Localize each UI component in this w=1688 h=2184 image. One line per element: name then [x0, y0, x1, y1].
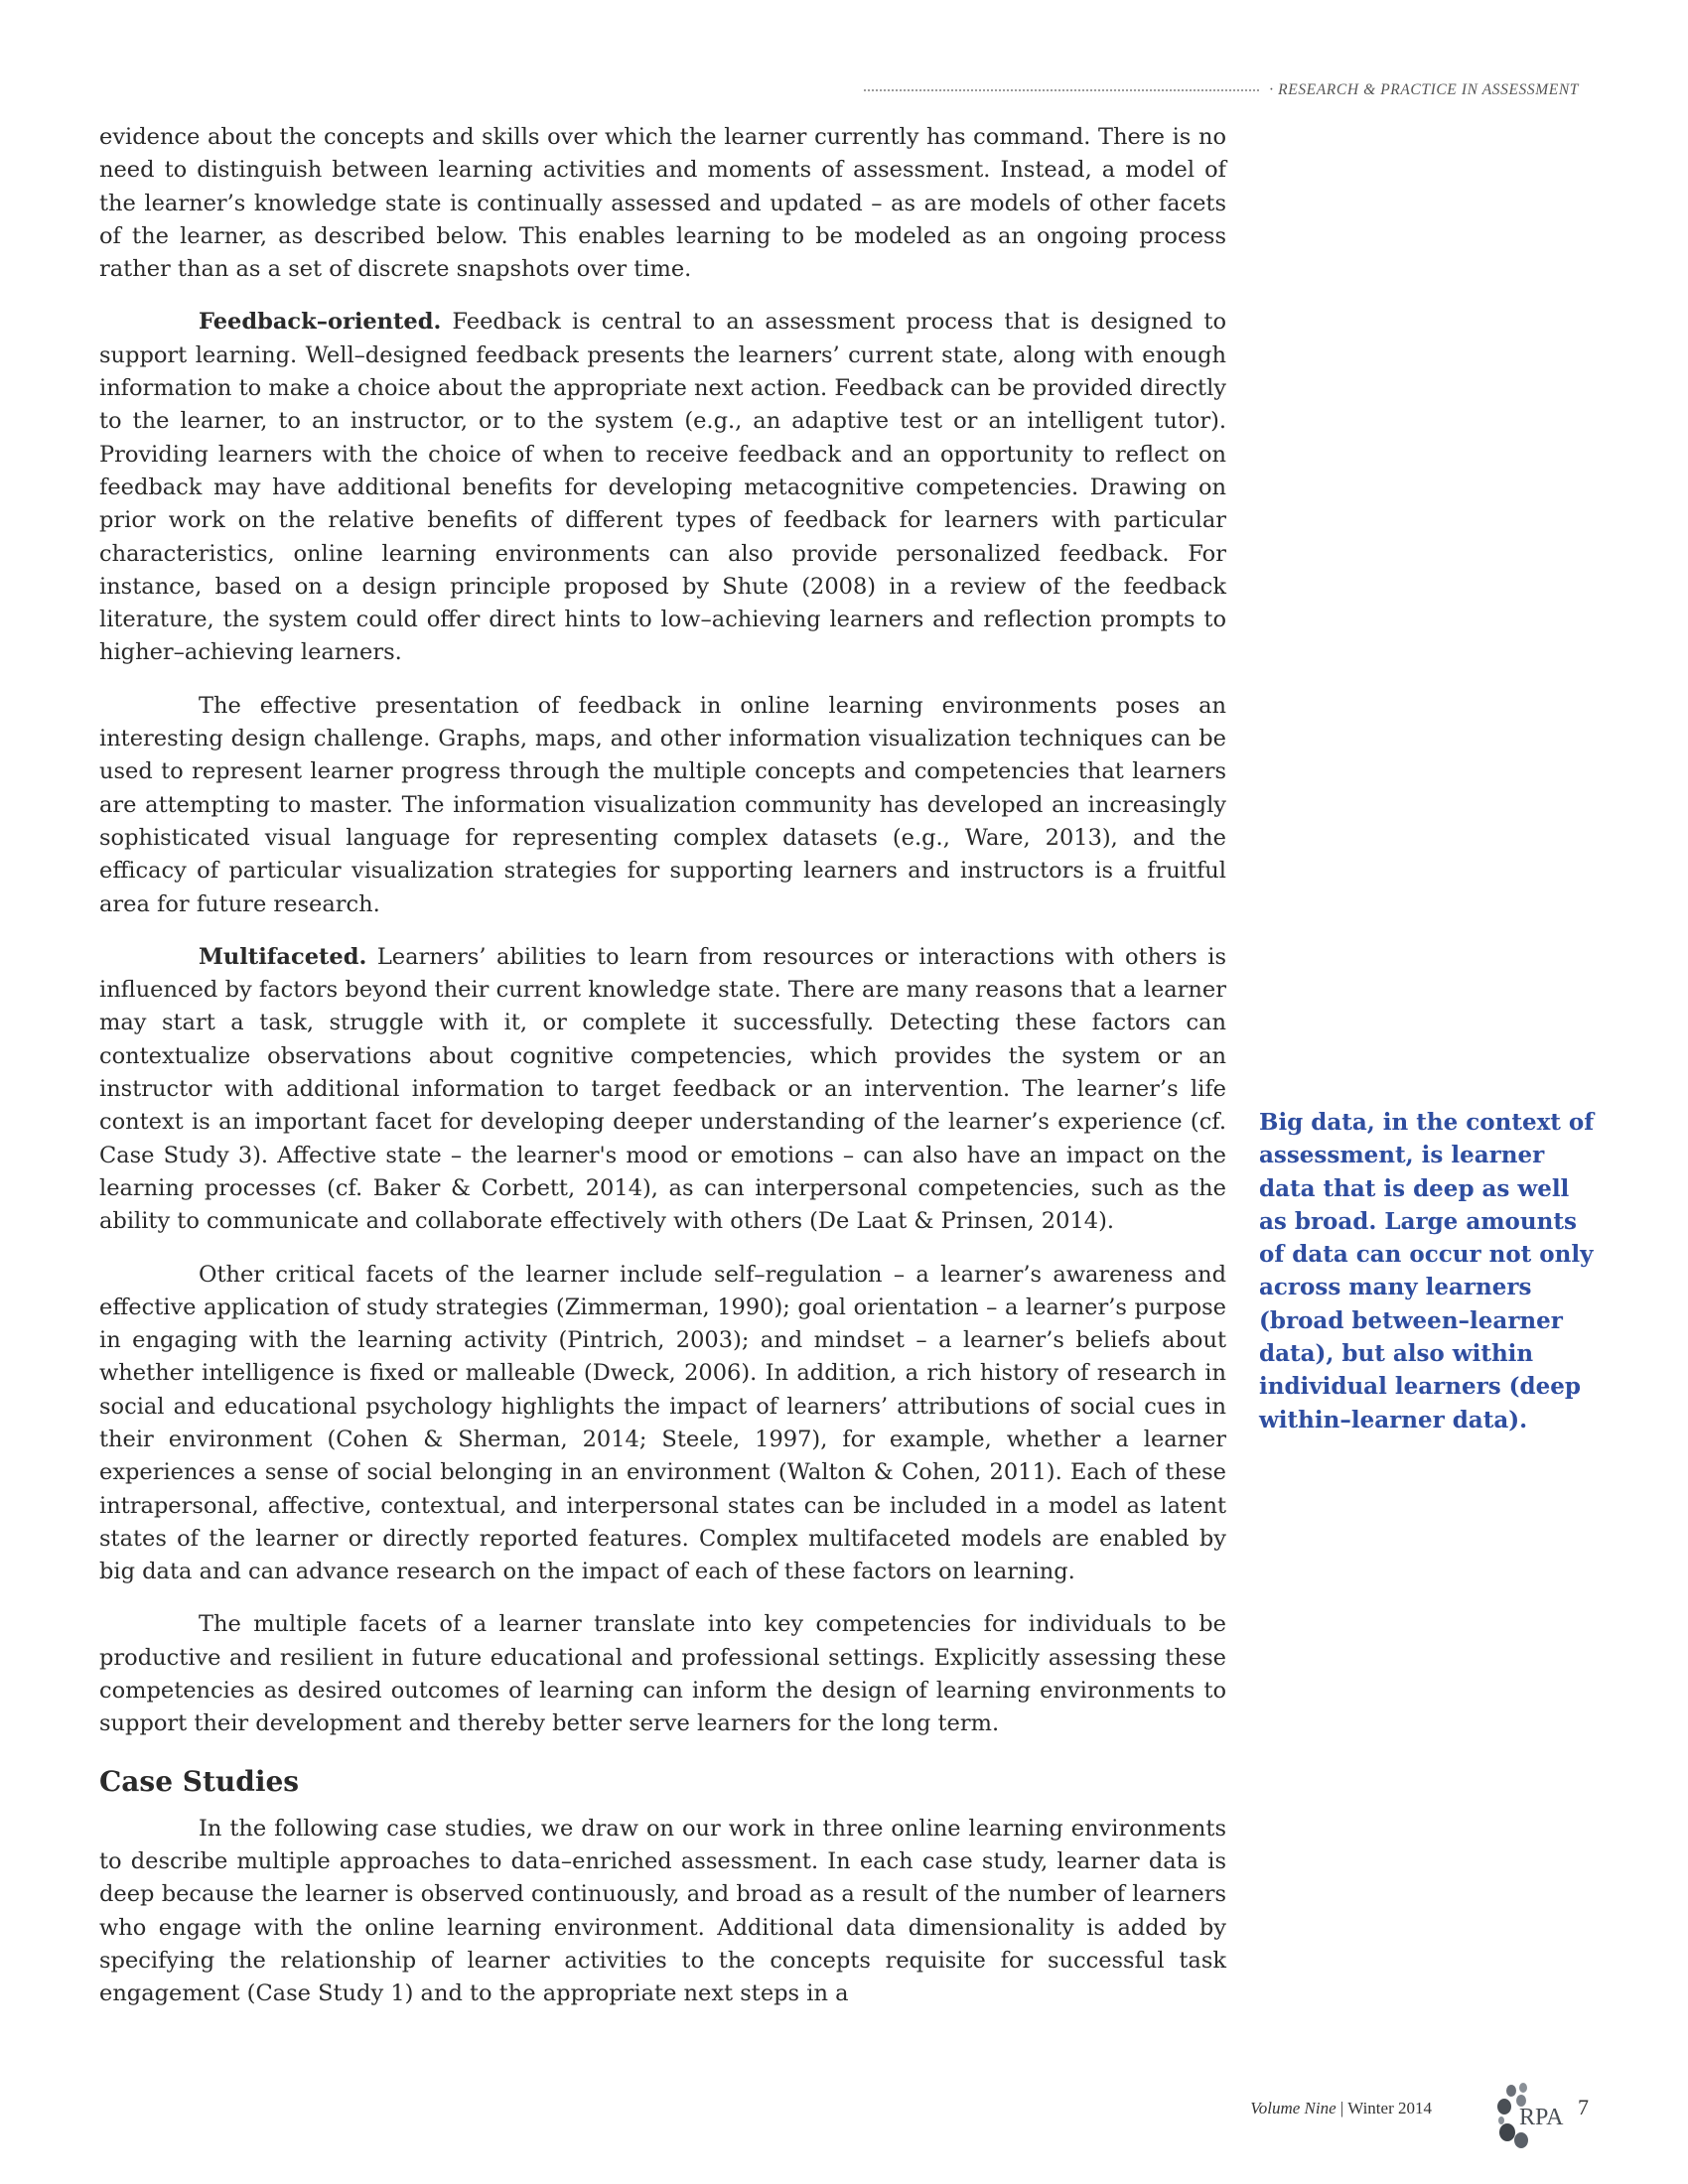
pull-quote: Big data, in the context of assessment, is learner data that is deep as well as broad. Large amounts of data can occur not only across many learners (broad between–learner data), but also within individual learners (deep within–learner data).	[1259, 1109, 1595, 1433]
journal-name: · RESEARCH & PRACTICE IN ASSESSMENT	[1269, 81, 1579, 98]
issue-label: | Winter 2014	[1336, 2099, 1432, 2117]
main-column	[99, 121, 1226, 2030]
paragraph-feedback-oriented	[99, 306, 1226, 669]
paragraph-3	[99, 690, 1226, 921]
section-heading: Case Studies	[99, 1764, 300, 1798]
volume-label: Volume Nine	[1250, 2099, 1336, 2117]
header-dotted-rule	[864, 89, 1259, 91]
section-paragraph	[99, 1813, 1226, 2011]
rpa-logo-icon	[1495, 2083, 1565, 2152]
paragraph-5	[99, 1259, 1226, 1589]
paragraph-text: Learners’ abilities to learn from resources or interactions with others is influenced by factors beyond their current knowledge state. There are many reasons that a learner may start a task, struggle with it, or complete it successfully. Detecting these factors can contextualize observations about cognitive competencies, which provides the system or an instructor with additional information to target feedback or an intervention. The learner’s life context is an important facet for developing deeper understanding of the learner’s experience (cf. Case Study 3). Affective state – the learner's mood or emotions – can also have an impact on the learning processes (cf. Baker & Corbett, 2014), as can interpersonal competencies, such as the ability to communicate and collaborate effectively with others (De Laat & Prinsen, 2014).	[99, 943, 1226, 1235]
paragraph-text: evidence about the concepts and skills over which the learner currently has command. There is no need to distinguish between learning activities and moments of assessment. Instead, a model of the learner’s knowledge state is continually assessed and updated – as are models of other facets of the learner, as described below. This enables learning to be modeled as an ongoing process rather than as a set of discrete snapshots over time.	[99, 124, 1226, 283]
paragraph-text: Other critical facets of the learner include self–regulation – a learner’s awareness and effective application of study strategies (Zimmerman, 1990); goal orientation – a learner’s purpose in engaging with the learning activity (Pintrich, 2003); and mindset – a learner’s beliefs about whether intelligence is fixed or malleable (Dweck, 2006). In addition, a rich history of research in social and educational psychology highlights the impact of learners’ attributions of social cues in their environment (Cohen & Sherman, 2014; Steele, 1997), for example, whether a learner experiences a sense of social belonging in an environment (Walton & Cohen, 2011). Each of these intrapersonal, affective, contextual, and interpersonal states can be included in a model as latent states of the learner or directly reported features. Complex multifaceted models are enabled by big data and can advance research on the impact of each of these factors on learning.	[99, 1261, 1226, 1585]
run-in-heading: Feedback–oriented.	[199, 309, 442, 336]
page-footer	[1192, 2083, 1589, 2162]
running-header	[864, 81, 1579, 99]
run-in-heading: Multifaceted.	[199, 943, 367, 970]
page-number: 7	[1578, 2095, 1589, 2119]
paragraph-1	[99, 121, 1226, 286]
paragraph-text: Feedback is central to an assessment process that is designed to support learning. Well–designed feedback presents the learners’ current state, along with enough information to make a choice about the appropriate next action. Feedback can be provided directly to the learner, to an instructor, or to the system (e.g., an adaptive test or an intelligent tutor). Providing learners with the choice of when to receive feedback and an opportunity to reflect on feedback may have additional benefits for developing metacognitive competencies. Drawing on prior work on the relative benefits of different types of feedback for learners with particular characteristics, online learning environments can also provide personalized feedback. For instance, based on a design principle proposed by Shute (2008) in a review of the feedback literature, the system could offer direct hints to low–achieving learners and reflection prompts to higher–achieving learners.	[99, 309, 1226, 666]
paragraph-6	[99, 1608, 1226, 1740]
issue-info	[1250, 2099, 1432, 2118]
paragraph-text: The multiple facets of a learner translate into key competencies for individuals to be productive and resilient in future educational and professional settings. Explicitly assessing these competencies as desired outcomes of learning can inform the design of learning environments to support their development and thereby better serve learners for the long term.	[99, 1611, 1226, 1737]
paragraph-text: In the following case studies, we draw on our work in three online learning environments to describe multiple approaches to data–enriched assessment. In each case study, learner data is deep because the learner is observed continuously, and broad as a result of the number of learners who engage with the online learning environment. Additional data dimensionality is added by specifying the relationship of learner activities to the concepts requisite for successful task engagement (Case Study 1) and to the appropriate next steps in a	[99, 1815, 1226, 2007]
logo-text: RPA	[1519, 2105, 1564, 2130]
paragraph-text: The effective presentation of feedback in online learning environments poses an interesting design challenge. Graphs, maps, and other information visualization techniques can be used to represent learner progress through the multiple concepts and competencies that learners are attempting to master. The information visualization community has developed an increasingly sophisticated visual language for representing complex datasets (e.g., Ware, 2013), and the efficacy of particular visualization strategies for supporting learners and instructors is a fruitful area for future research.	[99, 692, 1226, 917]
paragraph-multifaceted	[99, 941, 1226, 1239]
